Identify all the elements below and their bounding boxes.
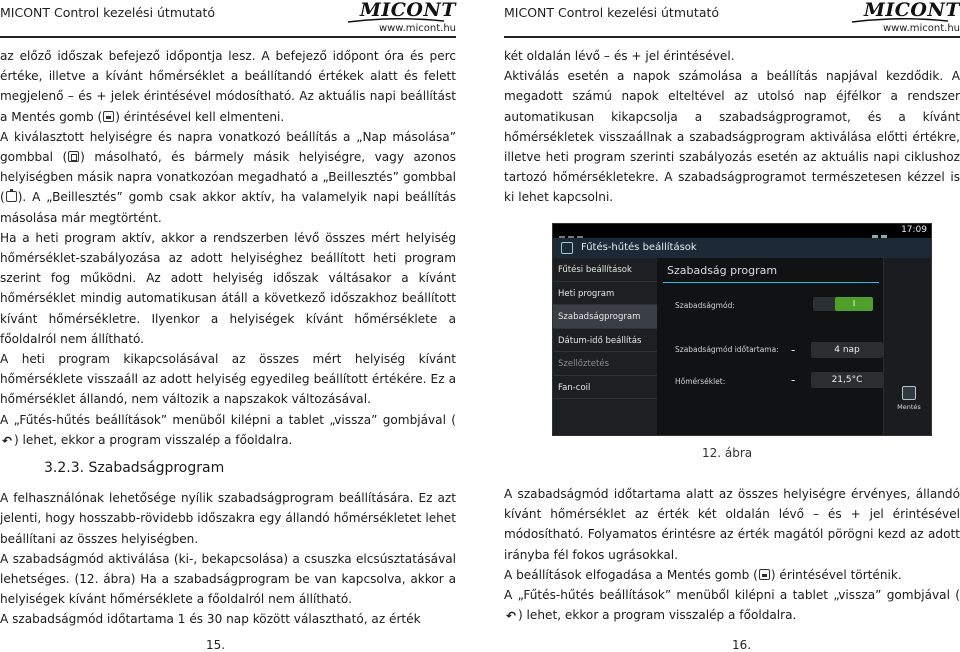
left-body	[0, 46, 456, 630]
logo-word: MICONT	[359, 0, 456, 21]
paragraph: Ha a heti program aktív, akkor a rendszerben lévő összes mért helyiség hőmérséklet-szabályozása az adott helyiséghez beállított heti program szerint fog működni. Az adott helyiség időszak váltásakor a kívánt hőmérséklet mindig automatikusan átáll a következő időszakhoz beállított kívánt hőmérsékletre. Ilyenkor a helyiségek kívánt hőmérséklete a főoldalról nem állítható.	[0, 230, 456, 346]
sidebar-item-weekly-program[interactable]: Heti program	[553, 282, 657, 306]
duration-label: Szabadságmód időtartama:	[675, 345, 779, 354]
app-icon[interactable]	[561, 242, 573, 254]
duration-value: 4 nap	[811, 342, 883, 358]
page-header	[504, 0, 960, 40]
page-header	[0, 0, 456, 40]
temperature-value: 21,5°C	[811, 372, 883, 388]
copy-icon	[68, 151, 79, 162]
header-title: MICONT Control kezelési útmutató	[504, 5, 720, 20]
paragraph: két oldalán lévő – és + jel érintésével.	[504, 49, 735, 63]
sidebar-item-ventilation[interactable]: Szellőztetés	[553, 352, 657, 376]
paragraph: A szabadságmód időtartama 1 és 30 nap között választható, az érték	[0, 612, 421, 627]
save-button[interactable]	[896, 386, 922, 411]
section-heading: 3.2.3. Szabadságprogram	[44, 460, 225, 477]
header-rule	[504, 36, 960, 38]
save-icon	[103, 111, 114, 122]
logo-word: MICONT	[863, 0, 960, 21]
header-rule	[0, 36, 456, 38]
status-bar	[553, 224, 932, 238]
right-body-bottom	[504, 484, 960, 625]
notification-icons	[559, 227, 599, 235]
right-body-top	[504, 46, 960, 208]
save-icon	[902, 386, 916, 400]
action-strip	[883, 258, 932, 436]
sidebar-item-fan-coil[interactable]: Fan-coil	[553, 376, 657, 400]
sidebar-item-date-time[interactable]: Dátum-idő beállítás	[553, 329, 657, 353]
header-url: www.micont.hu	[882, 23, 960, 34]
title-divider	[663, 282, 879, 283]
paragraph: A beállítások elfogadása a Mentés gomb ( ) érintésével történik.	[504, 567, 902, 582]
paragraph: A „Fűtés-hűtés beállítások” menüből kilépni a tablet „vissza” gombjával (↶ ) lehet, ekkor a program visszalép a főoldalra.	[504, 588, 960, 624]
micont-logo	[840, 0, 960, 34]
paragraph: A szabadságmód időtartama alatt az összes helyiségre érvényes, állandó kívánt hőmérséklet az érték két oldalán lévő – és + jel érintésével módosítható. Folyamatos érintésre az érték magától pörögni kezd az adott irányba fél fokos ugrásokkal.	[504, 487, 960, 562]
holiday-mode-toggle[interactable]	[813, 297, 873, 311]
micont-logo	[336, 0, 456, 34]
sidebar-item-holiday-program[interactable]: Szabadságprogram	[553, 305, 657, 329]
app-title: Fűtés-hűtés beállítások	[581, 242, 697, 253]
signal-icon	[869, 227, 893, 235]
holiday-settings-panel	[657, 258, 932, 436]
right-page	[504, 0, 960, 652]
paste-icon	[6, 191, 17, 202]
panel-title: Szabadság program	[667, 264, 778, 277]
temperature-minus-button[interactable]: -	[791, 373, 796, 387]
paragraph: A „Fűtés-hűtés beállítások” menüből kilépni a tablet „vissza” gombjával (↶ ) lehet, ekkor a program visszalép a főoldalra.	[0, 412, 456, 448]
duration-minus-button[interactable]: -	[791, 343, 796, 357]
header-title: MICONT Control kezelési útmutató	[0, 5, 216, 20]
sidebar-item-heating[interactable]: Fűtési beállítások	[553, 258, 657, 282]
action-bar	[553, 238, 932, 258]
figure-caption: 12. ábra	[702, 446, 753, 460]
page-number: 15.	[206, 638, 226, 652]
back-icon: ↶	[505, 609, 517, 624]
holiday-mode-label: Szabadságmód:	[675, 301, 735, 310]
paragraph: A felhasználónak lehetősége nyílik szabadságprogram beállítására. Ez azt jelenti, hogy hosszabb-rövidebb időszakra egy állandó hőmérsékletet lehet beállítani az összes helyiségben.	[0, 491, 456, 546]
paragraph: Aktiválás esetén a napok számolása a beállítás napjával kezdődik. A megadott számú napok elteltével az utolsó nap éjfélkor a rendszer automatikusan kikapcsolja a szabadságprogramot, és a kívánt hőmérsékletek visszaállnak a szabadságprogram aktiválása előtti értékre, illetve heti program szerinti szabályozás esetén az aktuális napi ciklushoz tartozó hőmérsékletekre. A szabadságprogramot természetesen kézzel is ki lehet kapcsolni.	[504, 69, 960, 205]
paragraph: A szabadságmód aktiválása (ki-, bekapcsolása) a csuszka elcsúsztatásával lehetséges. (12. ábra) Ha a szabadságprogram be van kapcsolva, akkor a helyiségek kívánt hőmérséklete a főoldalról nem állítható.	[0, 551, 456, 607]
temperature-label: Hőmérséklet:	[675, 377, 726, 386]
toggle-knob: I	[835, 297, 873, 311]
paragraph: A kiválasztott helyiségre és napra vonatkozó beállítás a „Nap másolása” gombbal ( ) másolható, és bármely másik helyiségre, vagy azonos helyiségben másik napra vonatkozóan megadható a „Beillesztés” gombbal ( ). A „Beillesztés” gomb csak akkor aktív, ha valamelyik napi beállítás másolása már megtörtént.	[0, 129, 456, 225]
header-url: www.micont.hu	[378, 23, 456, 34]
page-number: 16.	[732, 638, 752, 652]
paragraph: A heti program kikapcsolásával az összes mért helyiség kívánt hőmérséklete visszaáll az adott helyiség egyedileg beállított értékére. Ez a hőmérséklet állandó, nem változik a napszakok változásával.	[0, 352, 456, 407]
save-label: Mentés	[897, 403, 921, 411]
save-icon	[759, 569, 770, 580]
status-time: 17:09	[901, 225, 927, 235]
back-icon: ↶	[1, 433, 13, 448]
paragraph: az előző időszak befejező időpontja lesz. A befejező időpont óra és perc értéke, illetve a kívánt hőmérséklet a beállítandó értékek alatt és felett megjelenő – és + jelek érintésével módosítható. Az aktuális napi beállítást a Mentés gomb ( ) érintésével kell elmenteni.	[0, 49, 456, 124]
settings-sidebar	[553, 258, 657, 436]
tablet-screenshot	[552, 223, 932, 436]
left-page	[0, 0, 456, 652]
